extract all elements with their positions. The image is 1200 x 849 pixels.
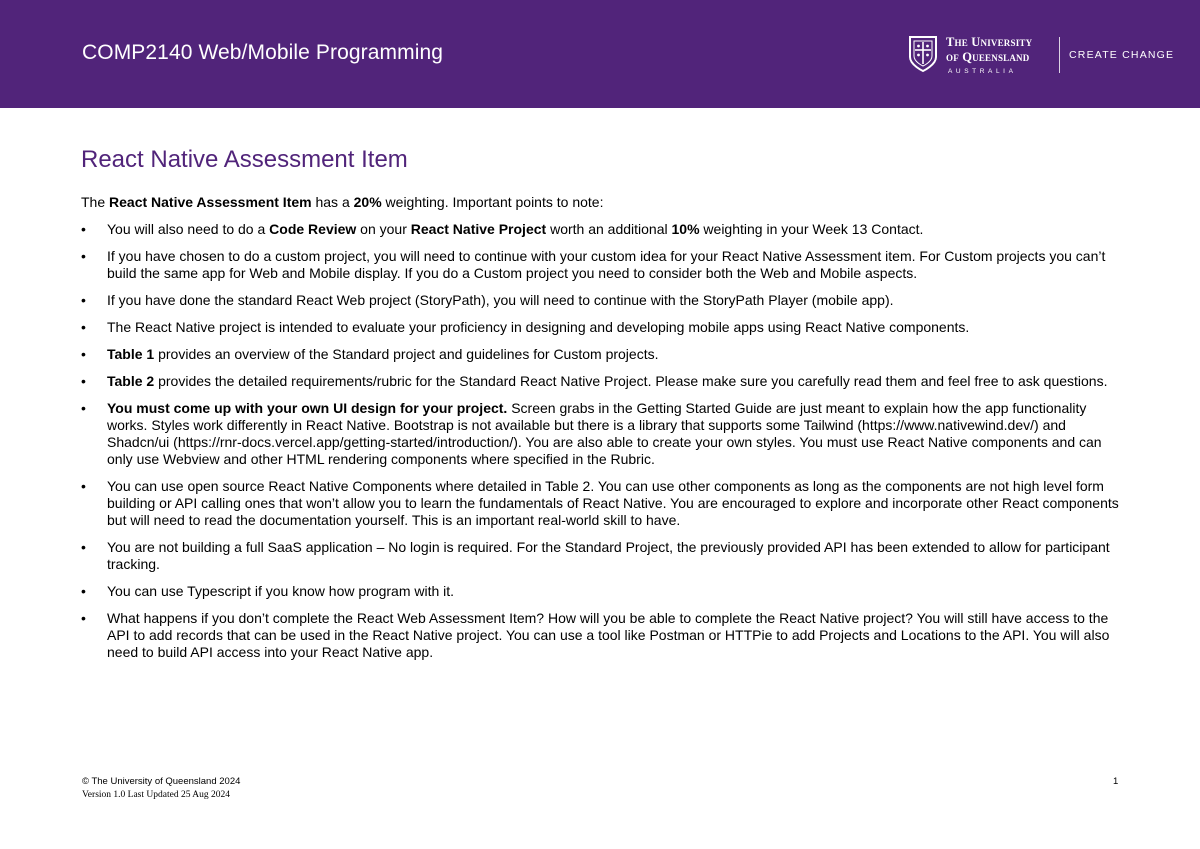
bullet-icon: • [81, 478, 86, 494]
bullet-icon: • [81, 400, 86, 416]
text-run: You can use Typescript if you know how program with it. [107, 583, 455, 599]
page-footer [82, 776, 240, 800]
bullet-icon: • [81, 319, 86, 335]
list-item-text [107, 248, 1105, 281]
list-item [81, 319, 1121, 336]
bullet-icon: • [81, 610, 86, 626]
text-run: If you have done the standard React Web project (StoryPath), you will need to continue with the StoryPath Player (mobile app). [107, 292, 894, 308]
version-text: Version 1.0 Last Updated 25 Aug 2024 [82, 790, 231, 800]
text-run: provides an overview of the Standard project and guidelines for Custom projects. [154, 346, 659, 362]
list-item-text [107, 478, 1119, 528]
list-item [81, 539, 1121, 573]
list-item-text [107, 319, 969, 335]
text-run: You will also need to do a [107, 221, 270, 237]
bullet-icon: • [81, 539, 86, 555]
list-item-text [107, 610, 1109, 660]
course-title: COMP2140 Web/Mobile Programming [82, 41, 444, 64]
list-item-text [107, 221, 923, 237]
list-item [81, 400, 1121, 468]
list-item-text [107, 400, 1102, 467]
bullet-icon: • [81, 346, 86, 362]
text-run: What happens if you don’t complete the React Web Assessment Item? How will you be able to complete the React Native project? You will still have access to the API to add records that can be used in the React Native project. You can use a tool like Postman or HTTPie to add Projects and Locations to the API. You will also need to build API access into your React Native app. [107, 610, 1110, 660]
text-run: on your [356, 221, 411, 237]
bold-text-run: React Native Assessment Item [109, 194, 312, 210]
bold-text-run: 10% [671, 221, 700, 237]
bold-text-run: 20% [353, 194, 382, 210]
bold-text-run: Table 2 [107, 373, 155, 389]
list-item-text [107, 539, 1110, 572]
bold-text-run: Table 1 [107, 346, 155, 362]
text-run: The [81, 194, 110, 210]
logo-tagline: CREATE CHANGE [1069, 49, 1175, 61]
text-run: You can use open source React Native Components where detailed in Table 2. You can use other components as long as the components are not high level form building or API calling ones that won’t allow you to learn the fundamentals of React Native. You are encouraged to explore and incorporate other React components but will need to read the documentation yourself. This is an important real-world skill to have. [107, 478, 1119, 528]
page-number: 1 [1113, 776, 1119, 787]
logo-line-1: The University [946, 35, 1033, 49]
text-run: weighting. Important points to note: [381, 194, 604, 210]
logo-line-2: of Queensland [946, 50, 1030, 64]
list-item [81, 346, 1121, 363]
bold-text-run: You must come up with your own UI design for your project. [107, 400, 508, 416]
bullet-icon: • [81, 248, 86, 264]
text-run: worth an additional [546, 221, 672, 237]
text-run: Screen grabs in the Getting Started Guide are just meant to explain how the app functionality works. Styles work differently in React Native. Bootstrap is not available but there is a library that supports some Tailwind (https://www.nativewind.dev/) and Shadcn/ui (https://rnr-docs.vercel.app/getting-started/introduction/). You are also able to create your own styles. You must use React Native components and can only use Webview and other HTML rendering components where specified in the Rubric. [107, 400, 1102, 467]
logo-line-3: AUSTRALIA [948, 68, 1017, 75]
list-item [81, 248, 1121, 282]
text-run: You are not building a full SaaS application – No login is required. For the Standard Project, the previously provided API has been extended to allow for participant tracking. [107, 539, 1110, 572]
main-content [81, 146, 1121, 671]
bullet-icon: • [81, 292, 86, 308]
page-title: React Native Assessment Item [81, 146, 408, 173]
list-item-text [107, 292, 894, 308]
bullet-icon: • [81, 373, 86, 389]
list-item-text [107, 373, 1107, 389]
list-item [81, 373, 1121, 390]
copyright-text: © The University of Queensland 2024 [82, 776, 241, 787]
text-run: The React Native project is intended to evaluate your proficiency in designing and developing mobile apps using React Native components. [107, 319, 970, 335]
list-item [81, 292, 1121, 309]
intro-paragraph [81, 194, 1121, 211]
text-run: weighting in your Week 13 Contact. [699, 221, 924, 237]
list-item [81, 610, 1121, 661]
list-item-text [107, 583, 454, 599]
text-run: If you have chosen to do a custom project, you will need to continue with your custom idea for your React Native Assessment item. For Custom projects you can’t build the same app for Web and Mobile display. If you do a Custom project you need to consider both the Web and Mobile aspects. [107, 248, 1106, 281]
list-item [81, 478, 1121, 529]
bullet-list [81, 221, 1121, 661]
text-run: provides the detailed requirements/rubric for the Standard React Native Project. Please make sure you carefully read them and feel free to ask questions. [154, 373, 1108, 389]
uq-logo [908, 35, 1178, 77]
list-item [81, 221, 1121, 238]
logo-divider [1059, 37, 1060, 73]
list-item-text [107, 346, 658, 362]
bold-text-run: Code Review [269, 221, 357, 237]
bold-text-run: React Native Project [410, 221, 547, 237]
text-run: has a [311, 194, 354, 210]
page-header [0, 0, 1200, 108]
bullet-icon: • [81, 583, 86, 599]
bullet-icon: • [81, 221, 86, 237]
uq-crest-icon [908, 35, 938, 73]
list-item [81, 583, 1121, 600]
